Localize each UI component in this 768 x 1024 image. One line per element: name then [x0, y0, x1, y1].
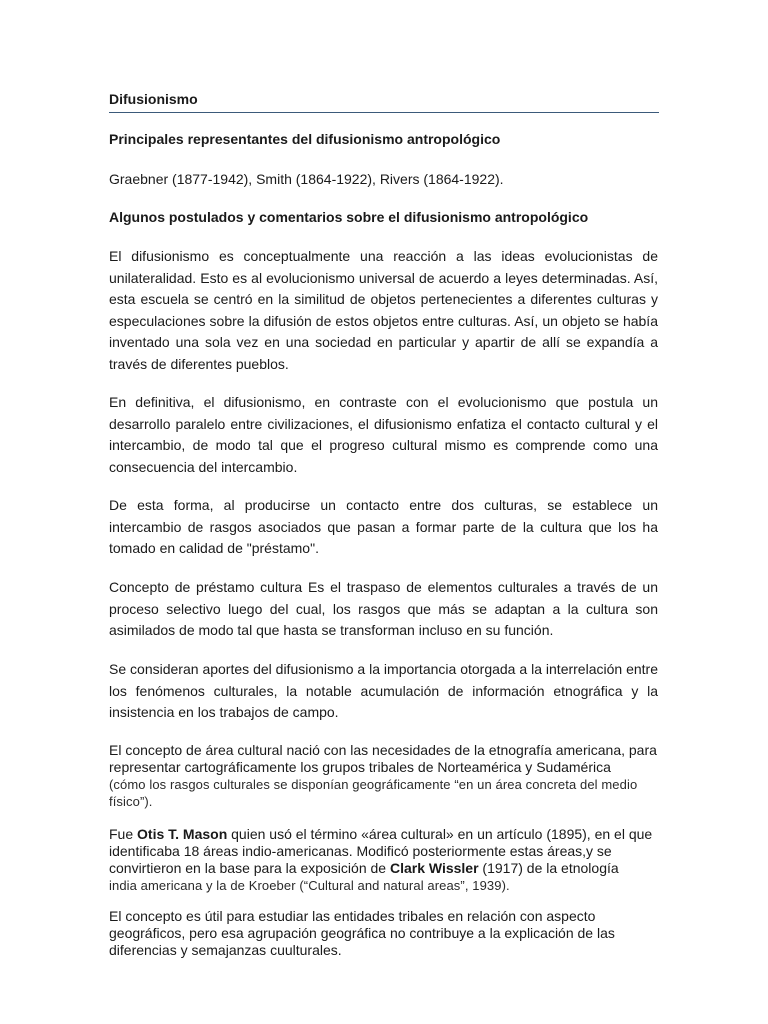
paragraph-7	[109, 826, 669, 894]
paragraph-1: El difusionismo es conceptualmente una reacción a las ideas evolucionistas de unilateralidad. Esto es al evolucionismo universal de acuerdo a leyes determinadas. Así, esta escuela se centró en la similitud de objetos pertenecientes a diferentes culturas y especulaciones sobre la difusión de estos objetos entre culturas. Así, un objeto se había inventado una sola vez en una sociedad en particular y apartir de allí se expandía a través de diferentes pueblos.	[109, 248, 658, 372]
heading-postulados: Algunos postulados y comentarios sobre el difusionismo antropológico	[109, 209, 589, 225]
paragraph-8: El concepto es útil para estudiar las entidades tribales en relación con aspecto geográficos, pero esa agrupación geográfica no contribuye a la explicación de las diferencias y semajanzas cuulturales.	[109, 908, 615, 958]
paragraph-3: De esta forma, al producirse un contacto entre dos culturas, se establece un intercambio de rasgos asociados que pasan a formar parte de la cultura que los ha tomado en calidad de "préstamo".	[109, 497, 658, 557]
paragraph-6-note: (cómo los rasgos culturales se disponían geográficamente “en un área concreta del medio físico”).	[109, 777, 638, 809]
paragraph-7-note: india americana y la de Kroeber (“Cultural and natural areas”, 1939).	[109, 878, 510, 893]
document-title: Difusionismo	[109, 91, 198, 107]
name-clark-wissler: Clark Wissler	[389, 860, 479, 876]
paragraph-2: En definitiva, el difusionismo, en contraste con el evolucionismo que postula un desarrollo paralelo entre civilizaciones, el difusionismo enfatiza el contacto cultural y el intercambio, de modo tal que el progreso cultural mismo es comprende como una consecuencia del intercambio.	[109, 394, 658, 475]
authors-line: Graebner (1877-1942), Smith (1864-1922), Rivers (1864-1922).	[109, 171, 504, 187]
paragraph-7-tail: (1917) de la etnología	[478, 860, 619, 876]
title-divider	[109, 112, 659, 113]
paragraph-4: Concepto de préstamo cultura Es el traspaso de elementos culturales a través de un proceso selectivo luego del cual, los rasgos que más se adaptan a la cultura son asimilados de modo tal que hasta se transforman incluso en su función.	[109, 579, 658, 639]
heading-representantes: Principales representantes del difusionismo antropológico	[109, 131, 501, 147]
name-otis-mason: Otis T. Mason	[137, 826, 228, 842]
paragraph-5: Se consideran aportes del difusionismo a la importancia otorgada a la interrelación entre los fenómenos culturales, la notable acumulación de información etnográfica y la insistencia en los trabajos de campo.	[109, 661, 658, 721]
paragraph-7-intro: Fue	[109, 826, 138, 842]
paragraph-7-body: quien usó el término «área cultural» en un artículo (1895), en el que identificaba 18 áreas indio-americanas. Modificó posteriormente estas áreas,y se convirtieron en la base para la exposición de	[109, 826, 653, 876]
paragraph-6	[109, 742, 669, 810]
paragraph-6-text: El concepto de área cultural nació con las necesidades de la etnografía americana, para representar cartográficamente los grupos tribales de Norteamérica y Sudamérica	[109, 742, 657, 775]
